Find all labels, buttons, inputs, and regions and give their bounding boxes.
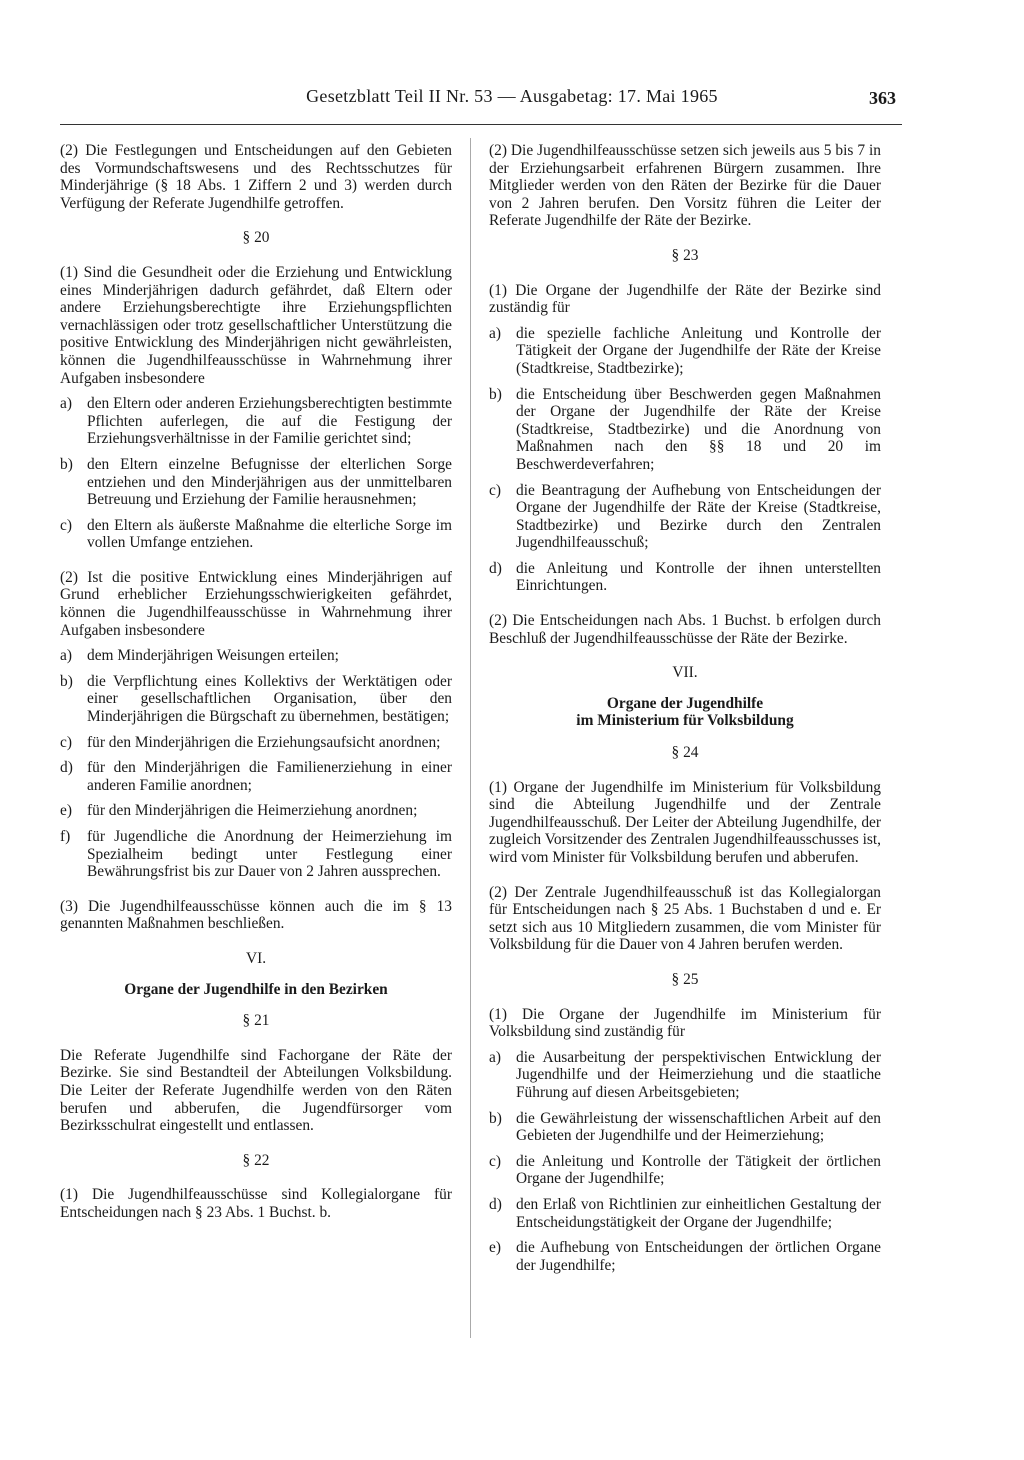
paragraph: (2) Ist die positive Entwicklung eines Minderjährigen auf Grund erheblicher Erziehungsschwierigkeiten gefährdet, können die Jugendhilfeausschüsse in Wahrnehmung ihrer Aufgaben insbesondere xyxy=(60,568,452,639)
list-item xyxy=(60,517,452,552)
list-item-text: die Ausarbeitung der perspektivischen Entwicklung der Jugendhilfe und der Heimerziehung und die staatliche Führung auf diesen Arbeitsgebieten; xyxy=(516,1048,881,1101)
list-item xyxy=(60,673,452,726)
section-number: § 20 xyxy=(242,229,270,247)
list-item-text: die Anleitung und Kontrolle der Tätigkeit der örtlichen Organe der Jugendhilfe; xyxy=(516,1152,881,1188)
list-item xyxy=(60,395,452,448)
list-item-text: die spezielle fachliche Anleitung und Kontrolle der Tätigkeit der Organe der Jugendhilfe der Räte der Kreise (Stadtkreise, Stadtbezirke); xyxy=(516,324,881,377)
list-item xyxy=(489,386,881,474)
list-item-label: a) xyxy=(489,324,501,342)
list-item-label: a) xyxy=(60,647,72,665)
paragraph: (1) Die Organe der Jugendhilfe der Räte der Bezirke sind zuständig für xyxy=(489,281,881,317)
header-rule xyxy=(60,124,902,125)
page-header xyxy=(0,86,1024,110)
list-item-text: den Eltern einzelne Befugnisse der elterlichen Sorge entziehen und den Minderjährigen aus der unmittelbaren Betreuung und Erziehung der Familie herausnehmen; xyxy=(87,455,452,509)
list-item-label: c) xyxy=(489,481,501,499)
header-title: Gesetzblatt Teil II Nr. 53 — Ausgabetag: 17. Mai 1965 xyxy=(306,86,718,106)
list-item-label: b) xyxy=(489,1109,502,1127)
list-item xyxy=(489,1110,881,1145)
list-item xyxy=(489,1153,881,1188)
enumerated-list xyxy=(60,395,452,552)
paragraph: (1) Sind die Gesundheit oder die Erziehung und Entwicklung eines Minderjährigen dadurch gefährdet, daß Eltern oder andere Erziehungsberechtigte ihre Erziehungspflichten vernachlässigen oder trotz gesellschaftlicher Unterstützung die positive Entwicklung des Minderjährigen nicht gewährleisten, können die Jugendhilfeausschüsse in Wahrnehmung ihrer Aufgaben insbesondere xyxy=(60,263,452,387)
list-item xyxy=(60,759,452,794)
section-number: § 24 xyxy=(671,744,699,762)
list-item-text: für den Minderjährigen die Familienerziehung in einer anderen Familie anordnen; xyxy=(87,759,452,794)
paragraph: (1) Organe der Jugendhilfe im Ministerium für Volksbildung sind die Abteilung Jugendhilfe und der Zentrale Jugendhilfeausschuß. Der Leiter der Abteilung Jugendhilfe, der zugleich Vorsitzender des Zentralen Jugendhilfeausschusses ist, wird vom Minister für Volksbildung berufen und abberufen. xyxy=(489,778,881,866)
list-item-text: die Anleitung und Kontrolle der ihnen unterstellten Einrichtungen. xyxy=(516,559,881,595)
chapter-heading: Organe der Jugendhilfe xyxy=(606,694,764,712)
enumerated-list xyxy=(489,1049,881,1275)
list-item-label: b) xyxy=(489,385,502,403)
column-divider xyxy=(470,138,471,1338)
paragraph: (2) Die Entscheidungen nach Abs. 1 Buchst. b erfolgen durch Beschluß der Jugendhilfeausschüsse der Räte der Bezirke. xyxy=(489,612,881,647)
list-item xyxy=(60,647,452,665)
list-item-label: a) xyxy=(60,395,72,413)
list-item-label: f) xyxy=(60,828,71,845)
section-number: § 21 xyxy=(242,1012,270,1030)
list-item-text: die Gewährleistung der wissenschaftlichen Arbeit auf den Gebieten der Jugendhilfe und der Heimerziehung; xyxy=(516,1109,881,1145)
list-item xyxy=(60,828,452,881)
list-item xyxy=(489,1239,881,1274)
page-number: 363 xyxy=(869,88,896,108)
section-number: § 22 xyxy=(242,1151,270,1169)
left-column xyxy=(60,142,452,1239)
list-item-label: c) xyxy=(489,1152,501,1170)
list-item-label: d) xyxy=(60,759,73,777)
list-item-label: b) xyxy=(60,455,73,473)
list-item-text: für den Minderjährigen die Erziehungsaufsicht anordnen; xyxy=(87,733,441,751)
paragraph: (2) Die Festlegungen und Entscheidungen auf den Gebieten des Vormundschaftswesens und des Rechtsschutzes für Minderjährige (§ 18 Abs. 1 Ziffern 2 und 3) werden durch Verfügung der Referate Jugendhilfe getroffen. xyxy=(60,142,452,212)
list-item-label: c) xyxy=(60,516,72,534)
list-item-label: b) xyxy=(60,672,73,690)
list-item-text: den Eltern oder anderen Erziehungsberechtigten bestimmte Pflichten auferlegen, die auf die Festigung der Erziehungsverhältnisse in der Familie gerichtet sind; xyxy=(87,395,452,448)
list-item-text: den Eltern als äußerste Maßnahme die elterliche Sorge im vollen Umfange entziehen. xyxy=(87,516,452,552)
list-item-text: die Beantragung der Aufhebung von Entscheidungen der Organe der Jugendhilfe der Räte der Kreise (Stadtkreise, Stadtbezirke) und Bezirke durch den Zentralen Jugendhilfeausschuß; xyxy=(516,481,881,552)
chapter-number: VI. xyxy=(245,949,267,967)
list-item-label: d) xyxy=(489,1195,502,1213)
paragraph: (1) Die Organe der Jugendhilfe im Ministerium für Volksbildung sind zuständig für xyxy=(489,1005,881,1041)
paragraph: Die Referate Jugendhilfe sind Fachorgane der Räte der Bezirke. Sie sind Bestandteil der Abteilungen Volksbildung. Die Leiter der Referate Jugendhilfe werden von den Räten berufen und abberufen, die Jugendfürsorger vom Bezirksschulrat eingestellt und entlassen. xyxy=(60,1046,452,1135)
list-item-text: für Jugendliche die Anordnung der Heimerziehung im Spezialheim bedingt unter Festlegung einer Bewährungsfrist bis zur Dauer von 2 Jahren aussprechen. xyxy=(87,828,452,881)
list-item-label: d) xyxy=(489,559,502,577)
list-item-text: die Entscheidung über Beschwerden gegen Maßnahmen der Organe der Jugendhilfe der Räte der Kreise (Stadtkreise, Stadtbezirke) und die Anordnung von Maßnahmen nach den §§ 18 und 20 im Beschwerdeverfahren; xyxy=(516,385,881,473)
list-item-label: c) xyxy=(60,733,72,751)
list-item-label: e) xyxy=(489,1239,501,1257)
list-item-text: dem Minderjährigen Weisungen erteilen; xyxy=(87,647,339,665)
list-item-label: a) xyxy=(489,1048,501,1066)
paragraph: (2) Die Jugendhilfeausschüsse setzen sich jeweils aus 5 bis 7 in der Erziehungsarbeit erfahrenen Bürgern zusammen. Ihre Mitglieder werden von den Räten der Bezirke für die Dauer von 2 Jahren berufen. Den Vorsitz führen die Leiter der Referate Jugendhilfe der Räte der Bezirke. xyxy=(489,142,881,230)
list-item-text: die Verpflichtung eines Kollektivs der Werktätigen oder einer gesellschaftlichen Organisation, über den Minderjährigen die Bürgschaft zu übernehmen, bestätigen; xyxy=(87,672,452,726)
chapter-heading: im Ministerium für Volksbildung xyxy=(576,712,794,730)
section-number: § 23 xyxy=(671,246,699,264)
list-item xyxy=(489,482,881,552)
list-item xyxy=(489,1049,881,1102)
list-item xyxy=(489,560,881,595)
list-item xyxy=(60,456,452,509)
list-item xyxy=(60,802,452,820)
paragraph: (2) Der Zentrale Jugendhilfeausschuß ist das Kollegialorgan für Entscheidungen nach § 25 Abs. 1 Buchstaben d und e. Er setzt sich aus 10 Mitgliedern zusammen, die vom Minister für Volksbildung für die Dauer von 4 Jahren berufen werden. xyxy=(489,883,881,954)
list-item xyxy=(489,325,881,378)
section-number: § 25 xyxy=(671,970,699,988)
paragraph: (1) Die Jugendhilfeausschüsse sind Kollegialorgane für Entscheidungen nach § 23 Abs. 1 Buchst. b. xyxy=(60,1186,452,1221)
chapter-number: VII. xyxy=(672,664,698,682)
list-item-text: für den Minderjährigen die Heimerziehung anordnen; xyxy=(87,802,418,820)
list-item xyxy=(60,734,452,752)
right-column xyxy=(489,142,881,1291)
paragraph: (3) Die Jugendhilfeausschüsse können auch die im § 13 genannten Maßnahmen beschließen. xyxy=(60,897,452,933)
list-item-label: e) xyxy=(60,802,72,820)
list-item-text: den Erlaß von Richtlinien zur einheitlichen Gestaltung der Entscheidungstätigkeit der Organe der Jugendhilfe; xyxy=(516,1195,881,1231)
enumerated-list xyxy=(60,647,452,881)
enumerated-list xyxy=(489,325,881,595)
list-item xyxy=(489,1196,881,1231)
list-item-text: die Aufhebung von Entscheidungen der örtlichen Organe der Jugendhilfe; xyxy=(516,1239,881,1274)
chapter-heading: Organe der Jugendhilfe in den Bezirken xyxy=(124,980,388,998)
